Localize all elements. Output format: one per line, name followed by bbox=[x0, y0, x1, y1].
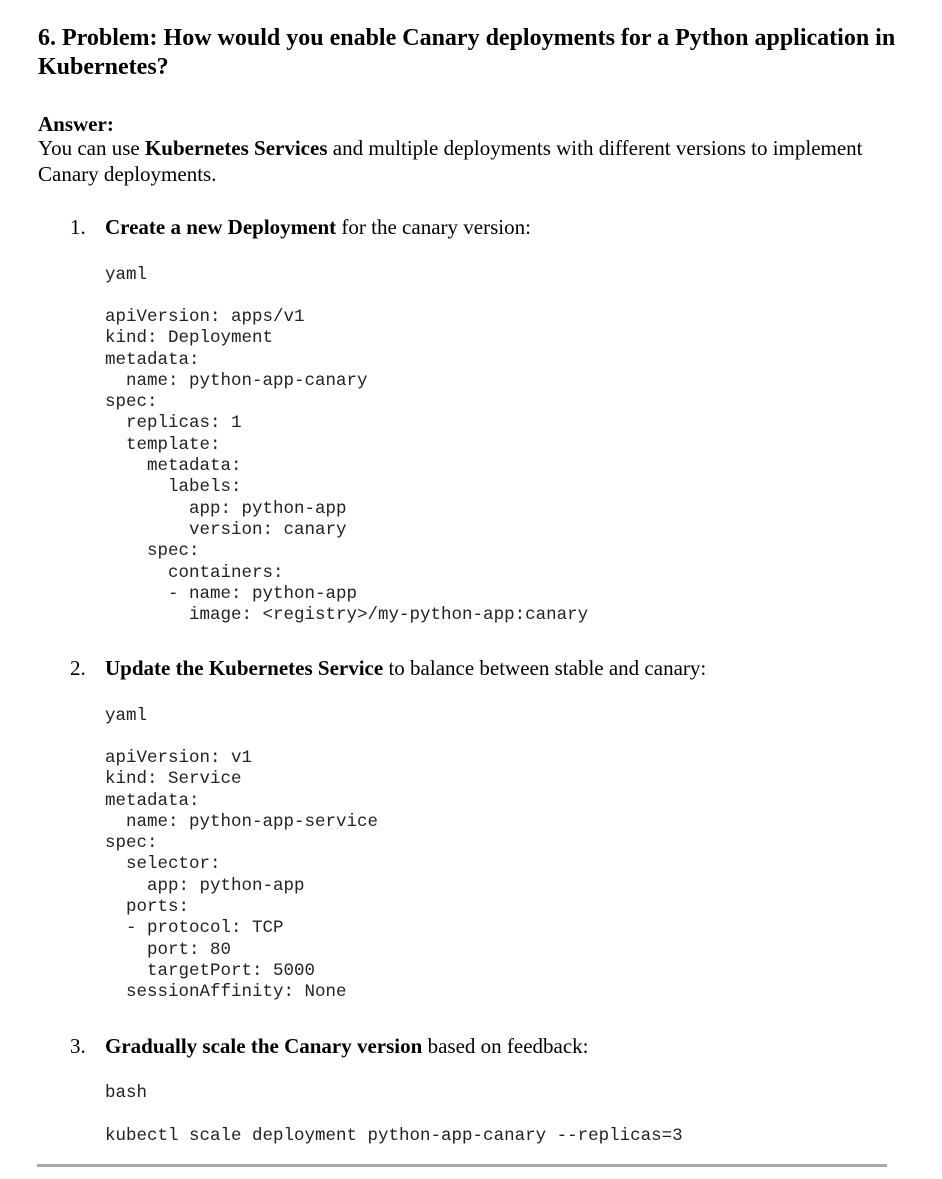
step-2-code-block: apiVersion: v1 kind: Service metadata: name: python-app-service spec: selector: app: python-app ports: - protocol: TCP port: 80 targetPort: 5000 sessionAffinity: None bbox=[105, 748, 379, 1003]
bottom-divider bbox=[37, 1164, 887, 1167]
problem-title: 6. Problem: How would you enable Canary deployments for a Python application in Kubernetes? bbox=[38, 25, 896, 80]
step-3-code-language: bash bbox=[105, 1083, 148, 1103]
step-2-heading bbox=[70, 655, 706, 681]
step-1-code-block: apiVersion: apps/v1 kind: Deployment metadata: name: python-app-canary spec: replicas: 1 template: metadata: labels: app: python-app version: canary spec: containers: - name: python-app image: <registry>/my-python-app:canary bbox=[105, 307, 589, 626]
step-1-number: 1. bbox=[70, 215, 86, 239]
intro-text-before: You can use bbox=[38, 136, 145, 160]
intro-bold-term: Kubernetes Services bbox=[144, 136, 328, 160]
step-3-heading bbox=[70, 1033, 589, 1059]
step-2-bold: Update the Kubernetes Service bbox=[105, 656, 384, 680]
answer-intro bbox=[38, 135, 898, 187]
step-3-text: based on feedback: bbox=[422, 1034, 589, 1058]
step-2-text: to balance between stable and canary: bbox=[383, 656, 707, 680]
step-2-number: 2. bbox=[70, 656, 86, 680]
step-1-heading bbox=[70, 214, 531, 240]
step-1-code-language: yaml bbox=[105, 265, 148, 285]
step-2-code-language: yaml bbox=[105, 706, 148, 726]
step-1-text: for the canary version: bbox=[336, 215, 531, 239]
step-1-bold: Create a new Deployment bbox=[105, 215, 337, 239]
intro-text-after: and multiple deployments with different versions to implement Canary deployments. bbox=[38, 136, 863, 186]
answer-label: Answer: bbox=[38, 112, 114, 136]
step-3-code-block: kubectl scale deployment python-app-canary --replicas=3 bbox=[105, 1126, 683, 1146]
step-3-number: 3. bbox=[70, 1034, 86, 1058]
step-3-bold: Gradually scale the Canary version bbox=[105, 1034, 423, 1058]
